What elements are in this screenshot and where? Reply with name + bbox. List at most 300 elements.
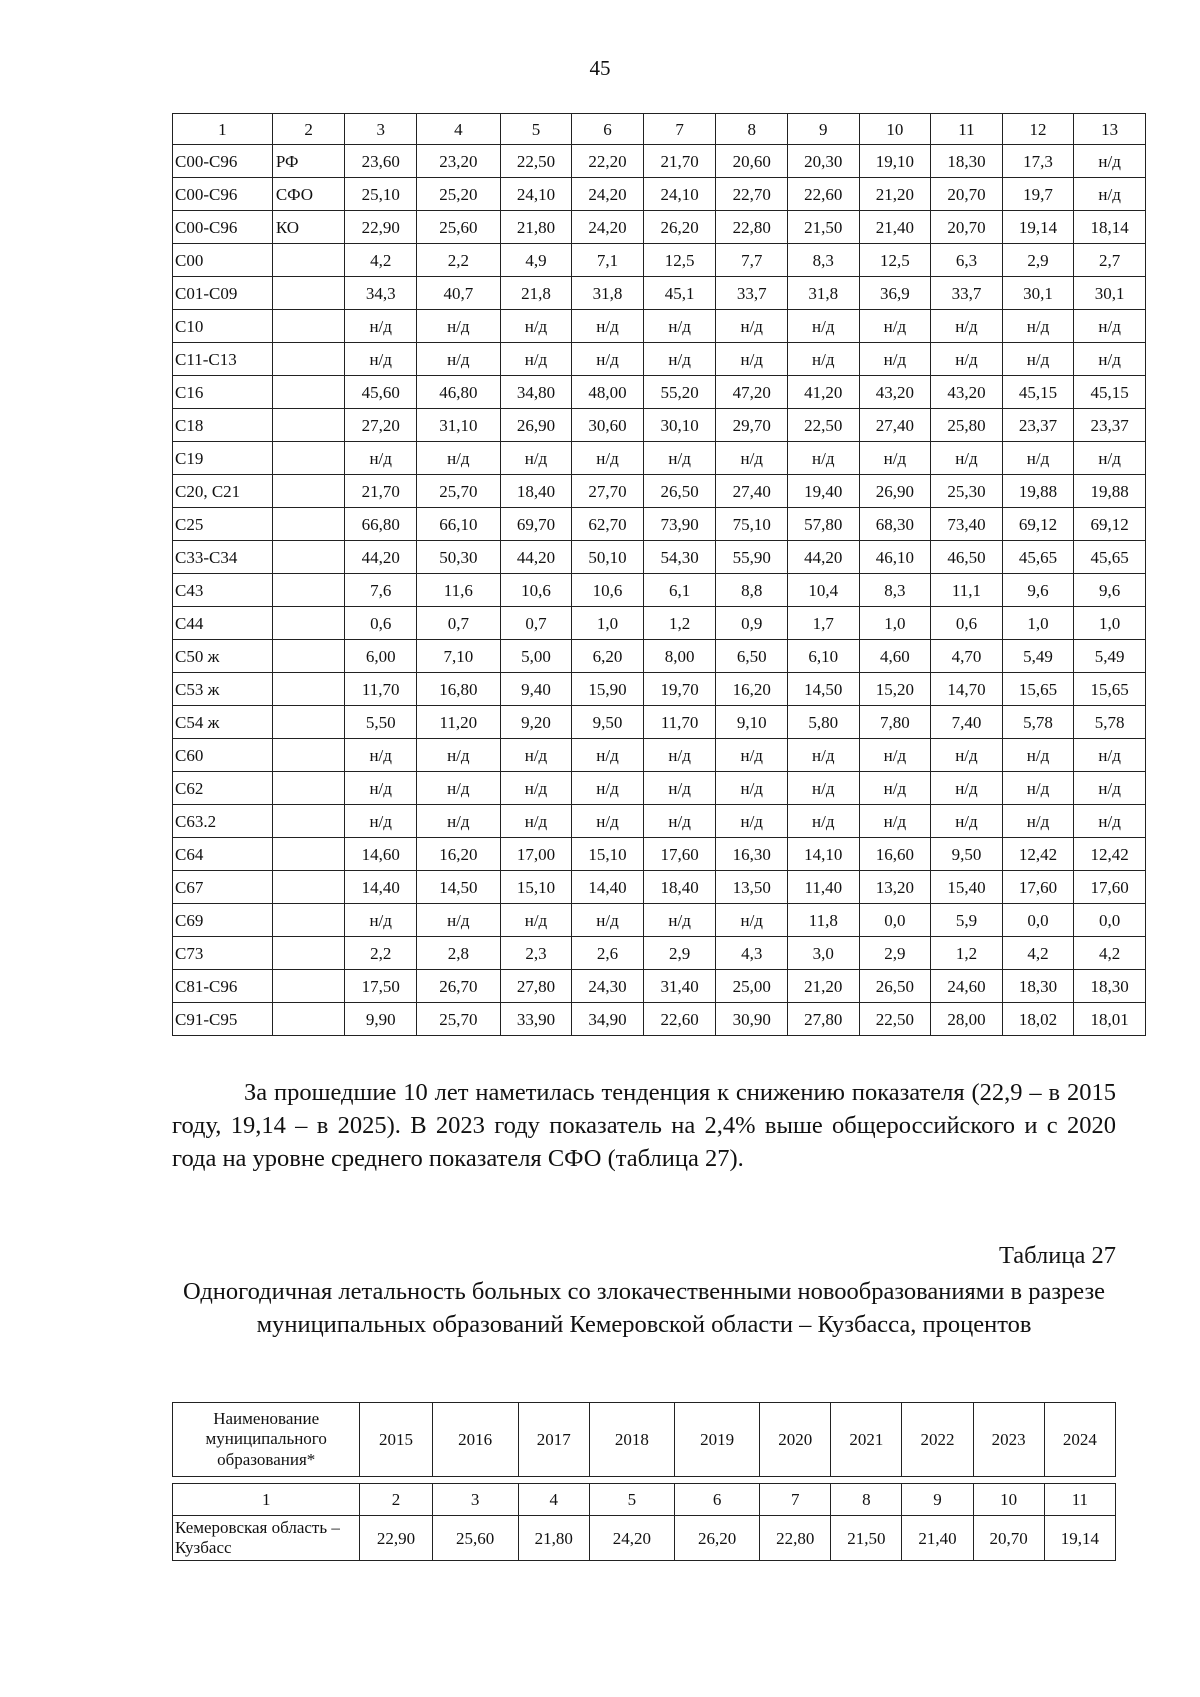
value-cell: н/д — [931, 343, 1003, 376]
region-cell — [272, 706, 345, 739]
value-cell: 26,50 — [643, 475, 716, 508]
value-cell: 27,40 — [716, 475, 788, 508]
table-row — [173, 937, 1146, 970]
value-cell: 44,20 — [500, 541, 572, 574]
year-header-cell: 2024 — [1044, 1403, 1115, 1477]
value-cell: н/д — [1002, 805, 1074, 838]
code-cell: C01-C09 — [173, 277, 273, 310]
value-cell: н/д — [643, 739, 716, 772]
value-cell: н/д — [716, 442, 788, 475]
code-cell: C91-C95 — [173, 1003, 273, 1036]
value-cell: н/д — [345, 310, 417, 343]
value-cell: 25,60 — [416, 211, 500, 244]
value-cell: 14,10 — [788, 838, 860, 871]
column-number-row — [173, 114, 1146, 145]
value-cell: 16,20 — [416, 838, 500, 871]
value-cell: 2,2 — [345, 937, 417, 970]
value-cell: 27,40 — [859, 409, 931, 442]
value-cell: 9,40 — [500, 673, 572, 706]
value-cell: 14,70 — [931, 673, 1003, 706]
value-cell: 29,70 — [716, 409, 788, 442]
value-cell: 36,9 — [859, 277, 931, 310]
body-paragraph: За прошедшие 10 лет наметилась тенденция к снижению показателя (22,9 – в 2015 году, 19,14 – в 2025). В 2023 году показатель на 2,4% выше общероссийского и с 2020 года на уровне среднего показателя СФО (таблица 27). — [172, 1079, 1116, 1172]
value-cell: н/д — [643, 772, 716, 805]
value-cell: 12,5 — [859, 244, 931, 277]
code-cell: C25 — [173, 508, 273, 541]
code-cell: C69 — [173, 904, 273, 937]
code-cell: C19 — [173, 442, 273, 475]
value-cell: 21,70 — [643, 145, 716, 178]
value-cell: 30,1 — [1002, 277, 1074, 310]
column-number-cell: 2 — [272, 114, 345, 145]
value-cell: н/д — [1074, 178, 1146, 211]
value-cell: 18,01 — [1074, 1003, 1146, 1036]
column-number-cell: 3 — [345, 114, 417, 145]
region-cell — [272, 376, 345, 409]
value-cell: 26,50 — [859, 970, 931, 1003]
region-cell — [272, 607, 345, 640]
value-cell: 2,2 — [416, 244, 500, 277]
value-cell: н/д — [416, 739, 500, 772]
value-cell: н/д — [1002, 310, 1074, 343]
value-cell: н/д — [1074, 442, 1146, 475]
value-cell: 11,40 — [788, 871, 860, 904]
table-row — [173, 508, 1146, 541]
value-cell: 9,10 — [716, 706, 788, 739]
value-cell: 16,20 — [716, 673, 788, 706]
value-cell: 6,1 — [643, 574, 716, 607]
value-cell: н/д — [643, 805, 716, 838]
value-cell: 0,6 — [931, 607, 1003, 640]
value-cell: 4,60 — [859, 640, 931, 673]
value-cell: 4,9 — [500, 244, 572, 277]
value-cell: 31,8 — [788, 277, 860, 310]
value-cell: н/д — [1002, 772, 1074, 805]
value-cell: 19,88 — [1074, 475, 1146, 508]
value-cell: 62,70 — [572, 508, 644, 541]
column-number-cell: 6 — [675, 1484, 760, 1516]
value-cell: 21,80 — [500, 211, 572, 244]
column-number-cell: 11 — [931, 114, 1003, 145]
value-cell: н/д — [345, 772, 417, 805]
value-cell: н/д — [345, 343, 417, 376]
region-cell — [272, 970, 345, 1003]
value-cell: н/д — [500, 343, 572, 376]
value-cell: 18,40 — [500, 475, 572, 508]
value-cell: 46,10 — [859, 541, 931, 574]
column-number-cell: 6 — [572, 114, 644, 145]
value-cell: 25,70 — [416, 1003, 500, 1036]
value-cell: 2,9 — [1002, 244, 1074, 277]
value-cell: 11,70 — [643, 706, 716, 739]
value-cell: 7,80 — [859, 706, 931, 739]
value-cell: 43,20 — [859, 376, 931, 409]
table-row — [173, 640, 1146, 673]
spacer-cell — [902, 1477, 973, 1484]
value-cell: 45,15 — [1074, 376, 1146, 409]
value-cell: н/д — [345, 442, 417, 475]
value-cell: 18,30 — [1002, 970, 1074, 1003]
value-cell: 4,2 — [1002, 937, 1074, 970]
value-cell: 5,49 — [1074, 640, 1146, 673]
code-cell: C00-C96 — [173, 145, 273, 178]
value-cell: 22,90 — [360, 1516, 432, 1561]
value-cell: 12,42 — [1002, 838, 1074, 871]
value-cell: 19,7 — [1002, 178, 1074, 211]
value-cell: 12,42 — [1074, 838, 1146, 871]
value-cell: 25,80 — [931, 409, 1003, 442]
value-cell: 5,49 — [1002, 640, 1074, 673]
table-row — [173, 541, 1146, 574]
spacer-cell — [675, 1477, 760, 1484]
region-cell — [272, 409, 345, 442]
value-cell: 15,20 — [859, 673, 931, 706]
value-cell: 45,60 — [345, 376, 417, 409]
value-cell: 19,10 — [859, 145, 931, 178]
column-number-cell: 12 — [1002, 114, 1074, 145]
table-row — [173, 343, 1146, 376]
value-cell: 9,20 — [500, 706, 572, 739]
value-cell: 27,80 — [788, 1003, 860, 1036]
value-cell: 19,70 — [643, 673, 716, 706]
value-cell: 11,6 — [416, 574, 500, 607]
value-cell: 11,20 — [416, 706, 500, 739]
column-number-cell: 1 — [173, 114, 273, 145]
value-cell: 18,02 — [1002, 1003, 1074, 1036]
value-cell: 30,90 — [716, 1003, 788, 1036]
value-cell: 0,6 — [345, 607, 417, 640]
value-cell: 5,9 — [931, 904, 1003, 937]
value-cell: 23,37 — [1074, 409, 1146, 442]
value-cell: 27,70 — [572, 475, 644, 508]
code-cell: C64 — [173, 838, 273, 871]
value-cell: 2,7 — [1074, 244, 1146, 277]
code-cell: C54 ж — [173, 706, 273, 739]
value-cell: н/д — [416, 343, 500, 376]
value-cell: 1,2 — [643, 607, 716, 640]
value-cell: 18,14 — [1074, 211, 1146, 244]
value-cell: н/д — [788, 805, 860, 838]
value-cell: н/д — [859, 343, 931, 376]
value-cell: 6,00 — [345, 640, 417, 673]
region-cell — [272, 475, 345, 508]
value-cell: 2,9 — [643, 937, 716, 970]
value-cell: 11,8 — [788, 904, 860, 937]
value-cell: 25,60 — [432, 1516, 518, 1561]
year-header-cell: 2021 — [831, 1403, 902, 1477]
column-number-cell: 10 — [859, 114, 931, 145]
column-number-cell: 4 — [518, 1484, 589, 1516]
value-cell: 4,2 — [1074, 937, 1146, 970]
value-cell: 18,30 — [1074, 970, 1146, 1003]
municipal-table — [172, 1402, 1116, 1561]
column-number-cell: 2 — [360, 1484, 432, 1516]
page-number: 45 — [589, 56, 611, 80]
value-cell: 10,6 — [572, 574, 644, 607]
value-cell: 6,50 — [716, 640, 788, 673]
value-cell: 50,30 — [416, 541, 500, 574]
code-cell: C62 — [173, 772, 273, 805]
value-cell: 8,3 — [859, 574, 931, 607]
value-cell: н/д — [572, 805, 644, 838]
value-cell: 41,20 — [788, 376, 860, 409]
value-cell: 31,40 — [643, 970, 716, 1003]
region-cell — [272, 277, 345, 310]
value-cell: 45,15 — [1002, 376, 1074, 409]
value-cell: н/д — [416, 805, 500, 838]
table-row — [173, 277, 1146, 310]
region-cell — [272, 1003, 345, 1036]
value-cell: 22,80 — [716, 211, 788, 244]
value-cell: 16,80 — [416, 673, 500, 706]
value-cell: 33,7 — [931, 277, 1003, 310]
header-name-cell: Наименование муниципального образования* — [173, 1403, 360, 1477]
region-cell — [272, 442, 345, 475]
value-cell: 23,60 — [345, 145, 417, 178]
value-cell: 22,50 — [788, 409, 860, 442]
value-cell: 19,40 — [788, 475, 860, 508]
value-cell: 1,0 — [1002, 607, 1074, 640]
value-cell: 14,60 — [345, 838, 417, 871]
value-cell: н/д — [1002, 739, 1074, 772]
value-cell: н/д — [643, 310, 716, 343]
year-header-cell: 2023 — [973, 1403, 1044, 1477]
value-cell: 21,50 — [831, 1516, 902, 1561]
region-cell — [272, 640, 345, 673]
value-cell: 24,20 — [572, 211, 644, 244]
value-cell: 6,20 — [572, 640, 644, 673]
year-header-cell: 2022 — [902, 1403, 973, 1477]
value-cell: 24,10 — [643, 178, 716, 211]
value-cell: н/д — [500, 310, 572, 343]
value-cell: 26,20 — [675, 1516, 760, 1561]
value-cell: н/д — [931, 772, 1003, 805]
region-cell — [272, 673, 345, 706]
value-cell: 15,40 — [931, 871, 1003, 904]
value-cell: 66,80 — [345, 508, 417, 541]
column-number-cell: 8 — [716, 114, 788, 145]
value-cell: 25,30 — [931, 475, 1003, 508]
table-row — [173, 871, 1146, 904]
table-row — [173, 1003, 1146, 1036]
value-cell: 31,10 — [416, 409, 500, 442]
value-cell: 0,7 — [416, 607, 500, 640]
column-number-cell: 5 — [589, 1484, 674, 1516]
value-cell: 34,3 — [345, 277, 417, 310]
value-cell: 16,30 — [716, 838, 788, 871]
value-cell: 9,90 — [345, 1003, 417, 1036]
value-cell: 7,10 — [416, 640, 500, 673]
value-cell: н/д — [716, 772, 788, 805]
value-cell: 25,70 — [416, 475, 500, 508]
column-number-cell: 8 — [831, 1484, 902, 1516]
value-cell: 18,40 — [643, 871, 716, 904]
spacer-cell — [1044, 1477, 1115, 1484]
value-cell: 22,50 — [500, 145, 572, 178]
code-cell: C67 — [173, 871, 273, 904]
value-cell: 5,00 — [500, 640, 572, 673]
column-number-cell: 7 — [760, 1484, 831, 1516]
value-cell: 17,50 — [345, 970, 417, 1003]
value-cell: н/д — [416, 310, 500, 343]
code-cell: C44 — [173, 607, 273, 640]
region-cell — [272, 343, 345, 376]
value-cell: 31,8 — [572, 277, 644, 310]
value-cell: 10,6 — [500, 574, 572, 607]
value-cell: 69,70 — [500, 508, 572, 541]
value-cell: 22,90 — [345, 211, 417, 244]
column-number-cell: 13 — [1074, 114, 1146, 145]
cancer-codes-table — [172, 113, 1146, 1036]
year-header-cell: 2018 — [589, 1403, 674, 1477]
value-cell: н/д — [859, 772, 931, 805]
region-cell — [272, 541, 345, 574]
region-cell — [272, 805, 345, 838]
value-cell: н/д — [788, 739, 860, 772]
value-cell: 1,2 — [931, 937, 1003, 970]
table-row — [173, 310, 1146, 343]
value-cell: н/д — [572, 442, 644, 475]
value-cell: 17,60 — [643, 838, 716, 871]
value-cell: 45,65 — [1002, 541, 1074, 574]
value-cell: 26,20 — [643, 211, 716, 244]
value-cell: 8,8 — [716, 574, 788, 607]
code-cell: C00-C96 — [173, 178, 273, 211]
value-cell: н/д — [1074, 343, 1146, 376]
code-cell: C73 — [173, 937, 273, 970]
value-cell: н/д — [572, 904, 644, 937]
code-cell: C18 — [173, 409, 273, 442]
value-cell: 20,70 — [973, 1516, 1044, 1561]
spacer-cell — [173, 1477, 360, 1484]
value-cell: 34,80 — [500, 376, 572, 409]
value-cell: 10,4 — [788, 574, 860, 607]
value-cell: 7,6 — [345, 574, 417, 607]
table-row — [173, 607, 1146, 640]
region-cell — [272, 244, 345, 277]
value-cell: 21,40 — [859, 211, 931, 244]
spacer-cell — [518, 1477, 589, 1484]
year-header-cell: 2017 — [518, 1403, 589, 1477]
value-cell: 1,0 — [1074, 607, 1146, 640]
value-cell: 5,80 — [788, 706, 860, 739]
value-cell: н/д — [500, 442, 572, 475]
code-cell: C16 — [173, 376, 273, 409]
table-row — [173, 475, 1146, 508]
table-row — [173, 739, 1146, 772]
table-row — [173, 970, 1146, 1003]
value-cell: 12,5 — [643, 244, 716, 277]
value-cell: 20,30 — [788, 145, 860, 178]
value-cell: 68,30 — [859, 508, 931, 541]
value-cell: 15,65 — [1002, 673, 1074, 706]
value-cell: 2,8 — [416, 937, 500, 970]
value-cell: 46,50 — [931, 541, 1003, 574]
value-cell: 21,8 — [500, 277, 572, 310]
value-cell: н/д — [345, 739, 417, 772]
value-cell: 48,00 — [572, 376, 644, 409]
table-row — [173, 805, 1146, 838]
value-cell: н/д — [859, 805, 931, 838]
value-cell: 9,50 — [572, 706, 644, 739]
column-number-row — [173, 1484, 1116, 1516]
column-number-cell: 11 — [1044, 1484, 1115, 1516]
value-cell: н/д — [1074, 310, 1146, 343]
value-cell: 14,40 — [572, 871, 644, 904]
region-cell — [272, 904, 345, 937]
code-cell: C63.2 — [173, 805, 273, 838]
year-header-cell: 2020 — [760, 1403, 831, 1477]
value-cell: 33,7 — [716, 277, 788, 310]
value-cell: 7,1 — [572, 244, 644, 277]
value-cell: н/д — [500, 772, 572, 805]
value-cell: 6,10 — [788, 640, 860, 673]
code-cell: C00-C96 — [173, 211, 273, 244]
value-cell: 45,65 — [1074, 541, 1146, 574]
value-cell: 43,20 — [931, 376, 1003, 409]
value-cell: 0,0 — [1002, 904, 1074, 937]
value-cell: 55,90 — [716, 541, 788, 574]
region-cell — [272, 871, 345, 904]
region-cell — [272, 772, 345, 805]
value-cell: н/д — [859, 310, 931, 343]
region-cell — [272, 508, 345, 541]
value-cell: н/д — [716, 310, 788, 343]
value-cell: н/д — [500, 904, 572, 937]
value-cell: 55,20 — [643, 376, 716, 409]
spacer-cell — [360, 1477, 432, 1484]
value-cell: 5,50 — [345, 706, 417, 739]
value-cell: 24,10 — [500, 178, 572, 211]
value-cell: н/д — [1002, 442, 1074, 475]
value-cell: 2,6 — [572, 937, 644, 970]
value-cell: н/д — [788, 772, 860, 805]
value-cell: 20,70 — [931, 178, 1003, 211]
value-cell: 26,90 — [859, 475, 931, 508]
value-cell: 73,40 — [931, 508, 1003, 541]
year-header-cell: 2016 — [432, 1403, 518, 1477]
value-cell: 7,7 — [716, 244, 788, 277]
code-cell: C11-C13 — [173, 343, 273, 376]
value-cell: 22,80 — [760, 1516, 831, 1561]
spacer-cell — [432, 1477, 518, 1484]
value-cell: 18,30 — [931, 145, 1003, 178]
value-cell: 9,50 — [931, 838, 1003, 871]
value-cell: 47,20 — [716, 376, 788, 409]
value-cell: 24,20 — [589, 1516, 674, 1561]
value-cell: 15,10 — [500, 871, 572, 904]
value-cell: н/д — [500, 739, 572, 772]
value-cell: 0,7 — [500, 607, 572, 640]
value-cell: 7,40 — [931, 706, 1003, 739]
region-cell — [272, 838, 345, 871]
value-cell: 15,10 — [572, 838, 644, 871]
value-cell: н/д — [716, 739, 788, 772]
header-row — [173, 1403, 1116, 1477]
value-cell: н/д — [788, 343, 860, 376]
value-cell: 69,12 — [1074, 508, 1146, 541]
value-cell: н/д — [345, 904, 417, 937]
value-cell: 66,10 — [416, 508, 500, 541]
table-row — [173, 673, 1146, 706]
value-cell: н/д — [416, 442, 500, 475]
value-cell: 14,40 — [345, 871, 417, 904]
value-cell: 14,50 — [416, 871, 500, 904]
table-row — [173, 1516, 1116, 1561]
value-cell: 73,90 — [643, 508, 716, 541]
value-cell: 34,90 — [572, 1003, 644, 1036]
value-cell: 1,0 — [859, 607, 931, 640]
